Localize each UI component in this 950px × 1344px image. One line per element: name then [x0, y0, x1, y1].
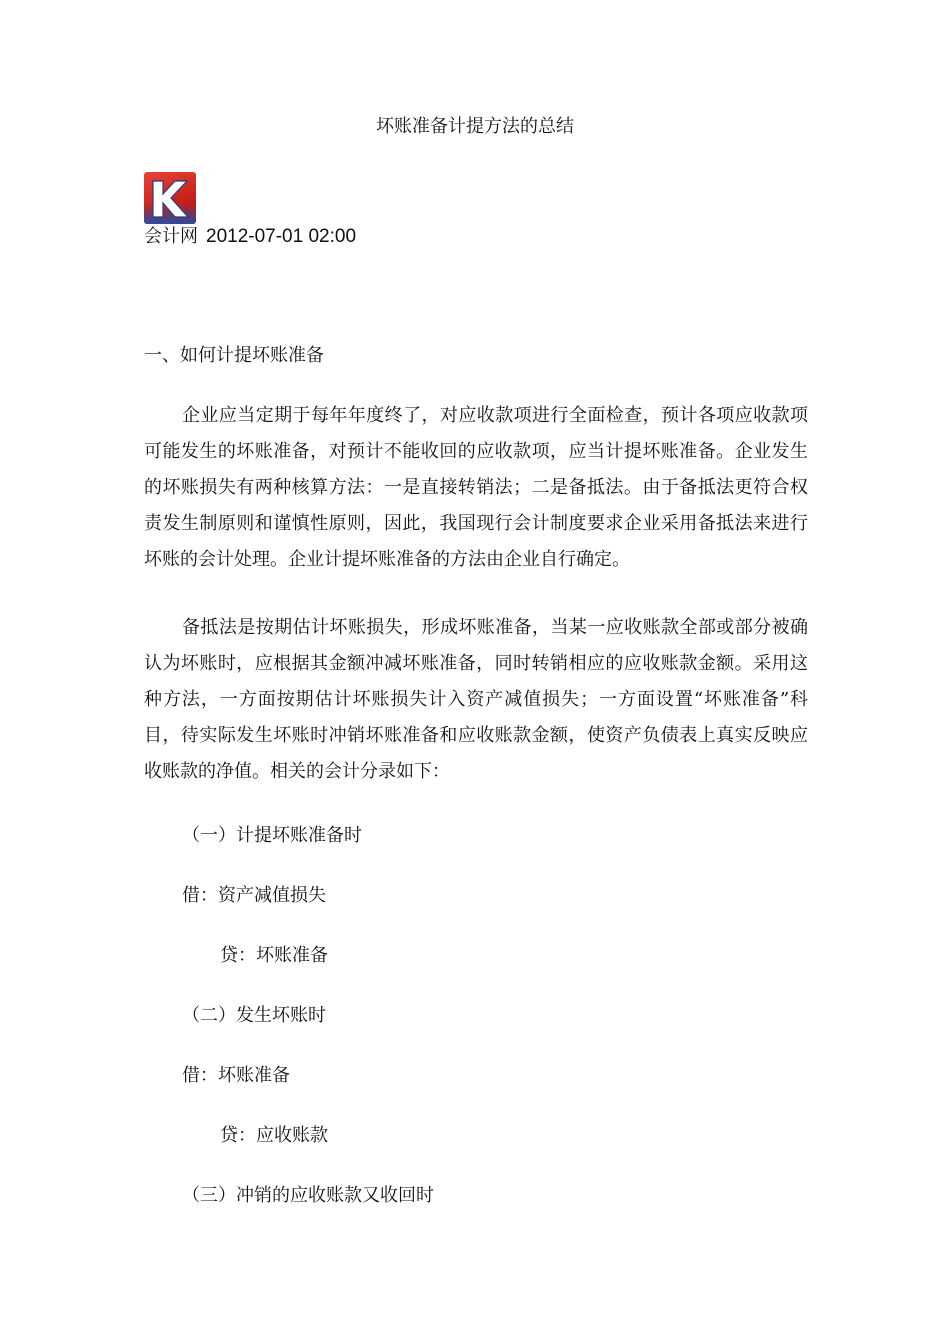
- source-name: 会计网: [144, 226, 198, 247]
- credit-line: 贷：坏账准备: [220, 945, 328, 966]
- paragraph: 备抵法是按期估计坏账损失，形成坏账准备，当某一应收账款全部或部分被确认为坏账时，应根据其金额冲减坏账准备，同时转销相应的应收账款金额。采用这种方法，一方面按期估计坏账损失计入资产减值损失；一方面设置“坏账准备”科目，待实际发生坏账时冲销坏账准备和应收账款金额，使资产负债表上真实反映应收账款的净值。相关的会计分录如下：: [144, 617, 808, 782]
- debit-line: 借：资产减值损失: [182, 885, 326, 906]
- source-logo: [144, 172, 196, 224]
- byline: [144, 226, 356, 248]
- credit-line: 贷：应收账款: [220, 1125, 328, 1146]
- paragraph: 企业应当定期于每年年度终了，对应收款项进行全面检查，预计各项应收款项可能发生的坏账准备，对预计不能收回的应收款项，应当计提坏账准备。企业发生的坏账损失有两种核算方法：一是直接转销法；二是备抵法。由于备抵法更符合权责发生制原则和谨慎性原则，因此，我国现行会计制度要求企业采用备抵法来进行坏账的会计处理。企业计提坏账准备的方法由企业自行确定。: [144, 405, 808, 570]
- page-title: 坏账准备计提方法的总结: [376, 116, 574, 137]
- entry-heading: （一）计提坏账准备时: [182, 825, 362, 846]
- publish-date: 2012-07-01 02:00: [206, 226, 357, 247]
- k-letter-icon: [144, 172, 196, 224]
- entry-heading: （二）发生坏账时: [182, 1005, 326, 1026]
- section-heading: 一、如何计提坏账准备: [144, 345, 324, 366]
- debit-line: 借：坏账准备: [182, 1065, 290, 1086]
- entry-heading: （三）冲销的应收账款又收回时: [182, 1185, 434, 1206]
